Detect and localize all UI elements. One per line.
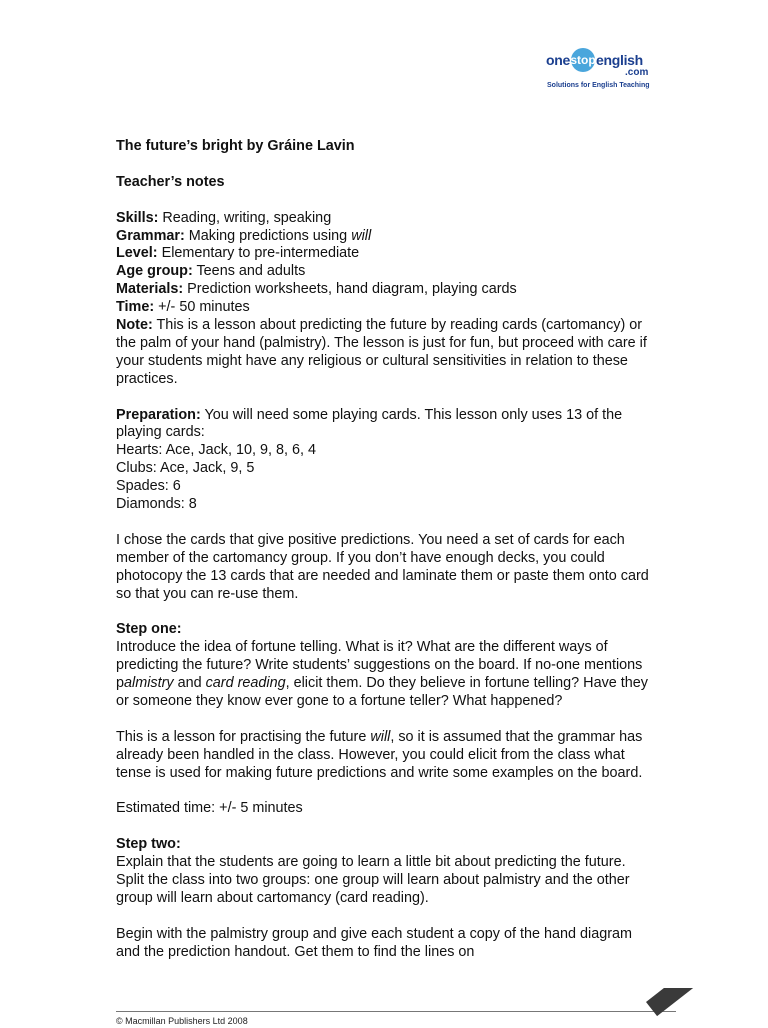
- logo-word-english: english: [596, 52, 643, 68]
- footer-copyright: © Macmillan Publishers Ltd 2008: [116, 1016, 248, 1026]
- footer-divider: [116, 1011, 676, 1012]
- photocopiable-badge-icon: [640, 988, 700, 1028]
- logo-tagline: Solutions for English Teaching: [547, 82, 650, 89]
- logo-circle-stop: stop: [571, 48, 595, 72]
- document-subtitle: Teacher’s notes: [116, 173, 225, 190]
- step-two-heading: Step two:: [116, 836, 181, 853]
- step-two-paragraph-2: Begin with the palmistry group and give each student a copy of the hand diagram and the prediction handout. Get them to find the lines on: [116, 925, 632, 960]
- note-paragraph: Note: This is a lesson about predicting the future by reading cards (cartomancy) or the palm of your hand (palmistry). The lesson is just for fun, but proceed with care if your students might have any religious or cultural sensitivities in relation to these practices.: [116, 317, 647, 387]
- level-line: Level: Elementary to pre-intermediate: [116, 245, 360, 262]
- grammar-line: Grammar: Making predictions using will: [116, 227, 372, 244]
- step-one-paragraph-1: Introduce the idea of fortune telling. What is it? What are the different ways of predicting the future? Write students’ suggestions on the board. If no-one mentions palmistry and card reading, elicit them. Do they believe in fortune telling? Have they or someone they know ever gone to a fortune teller? What happened?: [116, 639, 648, 710]
- step-two-paragraph-1: Explain that the students are going to learn a little bit about predicting the future. Split the class into two groups: one group will learn about palmistry and the other group will learn about cartomancy (card reading).: [116, 854, 630, 906]
- diamonds-line: Diamonds: 8: [116, 496, 197, 513]
- document-body: [116, 138, 656, 962]
- document-title: The future’s bright by Gráine Lavin: [116, 138, 355, 154]
- preparation-paragraph: Preparation: You will need some playing cards. This lesson only uses 13 of the playing cards:: [116, 406, 623, 441]
- cards-paragraph: I chose the cards that give positive predictions. You need a set of cards for each member of the cartomancy group. If you don’t have enough decks, you could photocopy the 13 cards that are needed and laminate them or paste them onto card so that you can re-use them.: [116, 531, 649, 602]
- step-one-paragraph-2: This is a lesson for practising the future will, so it is assumed that the grammar has already been handled in the class. However, you could elicit from the class what tense is used for making future predictions and write some examples on the board.: [116, 728, 643, 781]
- time-line: Time: +/- 50 minutes: [116, 299, 250, 316]
- spades-line: Spades: 6: [116, 478, 181, 495]
- logo-word-one: one: [546, 52, 570, 68]
- age-group-line: Age group: Teens and adults: [116, 263, 306, 280]
- skills-line: Skills: Reading, writing, speaking: [116, 209, 332, 226]
- materials-line: Materials: Prediction worksheets, hand diagram, playing cards: [116, 281, 517, 298]
- step-one-time: Estimated time: +/- 5 minutes: [116, 800, 303, 817]
- step-one-heading: Step one:: [116, 621, 182, 638]
- clubs-line: Clubs: Ace, Jack, 9, 5: [116, 460, 255, 477]
- logo-dotcom: .com: [625, 67, 649, 78]
- hearts-line: Hearts: Ace, Jack, 10, 9, 8, 6, 4: [116, 442, 316, 459]
- onestopenglish-logo: [546, 46, 658, 92]
